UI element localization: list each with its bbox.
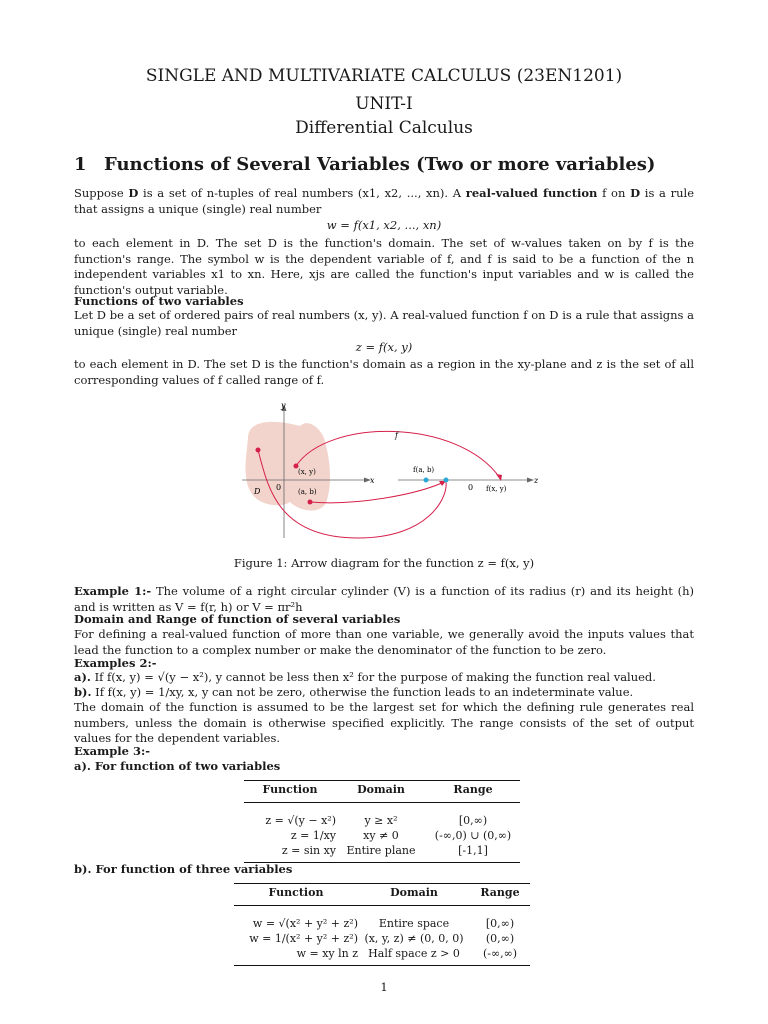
table-cell: z = sin xy	[244, 843, 336, 863]
arrow-diagram	[238, 398, 548, 548]
intro-text-3: is a set of n-tuples of real numbers (x1, x2, ..., xn). A	[138, 186, 466, 200]
intro-text-6: D	[630, 186, 641, 200]
examples2-a	[74, 670, 694, 686]
section-number: 1	[74, 154, 87, 175]
point-fab	[424, 478, 429, 483]
table-three-col-function: Function	[234, 884, 358, 906]
two-vars-paragraph-2: to each element in D. The set D is the function's domain as a region in the xy-plane and z is the set of all corresponding values of f called range of f.	[74, 357, 694, 387]
intro-text-1: Suppose	[74, 186, 129, 200]
z-axis-arrowhead	[527, 478, 534, 483]
table-cell: [0,∞)	[485, 917, 515, 930]
example3-b-heading: b). For function of three variables	[74, 862, 293, 876]
intro-text-2: D	[128, 186, 139, 200]
table-cell: Half space z > 0	[358, 946, 470, 966]
table-row	[234, 916, 530, 931]
table-cell: (-∞,0) ∪ (0,∞)	[434, 829, 512, 842]
label-y: y	[281, 401, 286, 410]
table-three-col-domain: Domain	[358, 884, 470, 906]
table-two-col-range: Range	[426, 781, 520, 803]
example1-text: The volume of a right circular cylinder (V) is a function of its radius (r) and its height (h) and is written as V = f(r, h) or V = πr²h	[74, 584, 695, 614]
intro-paragraph-2: to each element in D. The set D is the function's domain. The set of w-values taken on by f is the function's range. The symbol w is the dependent variable of f, and f is said to be a function of the n independent variables x1 to xn. Here, xjs are called the function's input variables and w is called the function's output variable.	[74, 236, 694, 297]
label-origin-left: 0	[276, 483, 282, 492]
table-two-variables	[244, 780, 520, 863]
subject-title: Differential Calculus	[295, 118, 473, 138]
example3-a-heading: a). For function of two variables	[74, 759, 281, 773]
label-z: z	[534, 476, 539, 485]
two-vars-paragraph: Let D be a set of ordered pairs of real numbers (x, y). A real-valued function f on D is a rule that assigns a unique (single) real number	[74, 308, 694, 338]
section-heading	[74, 154, 655, 175]
course-title: SINGLE AND MULTIVARIATE CALCULUS (23EN1201)	[145, 66, 623, 86]
label-origin-right: 0	[468, 483, 474, 492]
label-D: D	[254, 487, 261, 496]
domain-region	[246, 422, 331, 511]
table-cell: (x, y, z) ≠ (0, 0, 0)	[364, 932, 464, 945]
domain-range-heading: Domain and Range of function of several variables	[74, 612, 401, 626]
examples2-a-text: If f(x, y) = √(y − x²), y cannot be less then x² for the purpose of making the function real valued.	[94, 670, 656, 684]
table-cell: z = √(y − x²)	[265, 814, 336, 827]
equation-w: w = f(x1, x2, ..., xn)	[326, 218, 442, 232]
table-three-variables	[234, 883, 530, 966]
page-number: 1	[380, 980, 388, 994]
label-x: x	[370, 476, 375, 485]
examples2-b-text: If f(x, y) = 1/xy, x, y can not be zero, otherwise the function leads to an indeterminate value.	[95, 685, 634, 699]
point-upper	[256, 448, 261, 453]
unit-title: UNIT-I	[355, 94, 413, 114]
table-cell: xy ≠ 0	[363, 829, 399, 842]
table-cell: z = 1/xy	[290, 829, 336, 842]
domain-note: The domain of the function is assumed to be the largest set for which the defining rule generates real numbers, unless the domain is otherwise specified explicitly. The range consists of the set of output values for the dependent variables.	[74, 700, 694, 745]
table-cell: y ≥ x²	[364, 814, 398, 827]
arrow-ab	[310, 482, 444, 503]
example1	[74, 584, 694, 615]
intro-text-7: is a rule that assigns a unique (single) real number	[74, 186, 694, 216]
example3-label: Example 3:-	[74, 744, 150, 758]
table-row	[244, 828, 520, 843]
intro-text-5: f on	[597, 186, 631, 200]
point-fxy-blue	[444, 478, 449, 483]
label-fab: f(a, b)	[413, 466, 435, 474]
table-row	[234, 946, 530, 966]
section-title: Functions of Several Variables (Two or more variables)	[104, 154, 656, 175]
table-three-col-range: Range	[470, 884, 530, 906]
table-cell: w = √(x² + y² + z²)	[252, 917, 358, 930]
intro-text-4: real-valued function	[465, 186, 598, 200]
table-cell: [-1,1]	[426, 843, 520, 863]
table-row	[244, 843, 520, 863]
table-cell: Entire space	[378, 917, 450, 930]
figure-caption: Figure 1: Arrow diagram for the function z = f(x, y)	[233, 556, 535, 570]
examples2-b	[74, 685, 694, 701]
examples2-label: Examples 2:-	[74, 656, 157, 670]
example1-label: Example 1:-	[74, 584, 152, 598]
intro-paragraph	[74, 186, 694, 217]
examples2-a-label: a).	[74, 670, 91, 684]
label-f: f	[395, 431, 398, 440]
label-point-ab: (a, b)	[298, 488, 317, 496]
equation-z: z = f(x, y)	[355, 340, 413, 354]
table-two-col-function: Function	[244, 781, 336, 803]
table-row	[234, 931, 530, 946]
table-cell: Entire plane	[336, 843, 426, 863]
table-two-col-domain: Domain	[336, 781, 426, 803]
table-cell: w = xy ln z	[234, 946, 358, 966]
point-ab	[308, 500, 313, 505]
table-cell: (-∞,∞)	[470, 946, 530, 966]
table-two-header	[244, 781, 520, 803]
table-cell: [0,∞)	[458, 814, 488, 827]
domain-range-text: For defining a real-valued function of more than one variable, we generally avoid the inputs values that lead the function to a complex number or make the denominator of the function to be zero.	[74, 627, 694, 657]
examples2-b-label: b).	[74, 685, 92, 699]
table-cell: (0,∞)	[485, 932, 515, 945]
two-vars-heading: Functions of two variables	[74, 294, 244, 308]
table-row	[244, 813, 520, 828]
table-three-header	[234, 884, 530, 906]
label-point-xy: (x, y)	[298, 468, 316, 476]
table-cell: w = 1/(x² + y² + z²)	[249, 932, 358, 945]
label-fxy: f(x, y)	[486, 485, 507, 493]
